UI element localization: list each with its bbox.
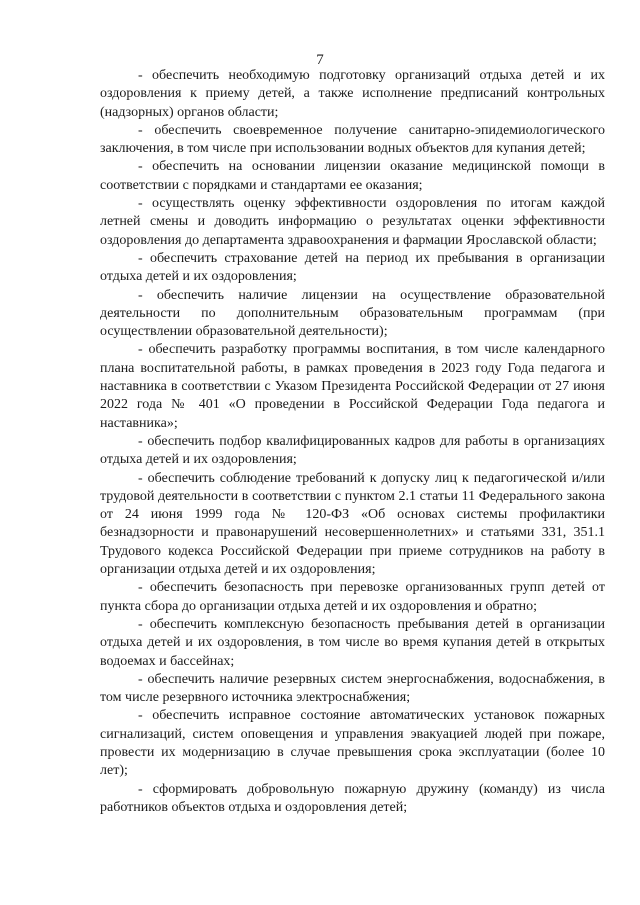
paragraph: - обеспечить подбор квалифицированных кадров для работы в организациях отдыха детей и их оздоровления; bbox=[100, 433, 605, 468]
paragraph: - обеспечить наличие резервных систем энергоснабжения, водоснабжения, в том числе резервного источника электроснабжения; bbox=[100, 671, 605, 706]
paragraph: - обеспечить безопасность при перевозке организованных групп детей от пункта сбора до организации отдыха детей и их оздоровления и обратно; bbox=[100, 580, 605, 614]
paragraph: - обеспечить исправное состояние автоматических установок пожарных сигнализаций, систем оповещения и управления эвакуацией людей при пожаре, провести их модернизацию в случае превышения срока эксплуатации (более 10 лет); bbox=[100, 708, 605, 779]
paragraph: - осуществлять оценку эффективности оздоровления по итогам каждой летней смены и доводить информацию о результатах оценки эффективности оздоровления до департамента здравоохранения и фармации Ярославской области; bbox=[100, 196, 605, 248]
document-body bbox=[100, 67, 605, 817]
paragraph: - обеспечить наличие лицензии на осуществление образовательной деятельности по дополнительным образовательным программам (при осуществлении образовательной деятельности); bbox=[100, 287, 605, 340]
paragraph: - обеспечить на основании лицензии оказание медицинской помощи в соответствии с порядками и стандартами ее оказания; bbox=[100, 159, 605, 193]
paragraph: - обеспечить своевременное получение санитарно-эпидемиологического заключения, в том числе при использовании водных объектов для купания детей; bbox=[100, 122, 605, 157]
page-number: 7 bbox=[316, 52, 324, 68]
paragraph: - обеспечить необходимую подготовку организаций отдыха детей и их оздоровления к приему детей, а также исполнение предписаний контрольных (надзорных) органов области; bbox=[100, 68, 605, 120]
paragraph: - сформировать добровольную пожарную дружину (команду) из числа работников объектов отдыха и оздоровления детей; bbox=[100, 781, 605, 815]
paragraph: - обеспечить страхование детей на период их пребывания в организации отдыха детей и их оздоровления; bbox=[100, 250, 605, 285]
paragraph: - обеспечить комплексную безопасность пребывания детей в организации отдыха детей и их оздоровления, в том числе во время купания детей в открытых водоемах и бассейнах; bbox=[100, 616, 605, 669]
paragraph: - обеспечить соблюдение требований к допуску лиц к педагогической и/или трудовой деятельности в соответствии с пунктом 2.1 статьи 11 Федерального закона от 24 июня 1999 года № 120-ФЗ «Об основах системы профилактики безнадзорности и правонарушений несовершеннолетних» и статьями 331, 351.1 Трудового кодекса Российской Федерации при приеме сотрудников на работу в организации отдыха детей и их оздоровления; bbox=[100, 470, 605, 578]
paragraph: - обеспечить разработку программы воспитания, в том числе календарного плана воспитательной работы, в рамках проведения в 2023 году Года педагога и наставника в соответствии с Указом Президента Российской Федерации от 27 июня 2022 года № 401 «О проведении в Российской Федерации Года педагога и наставника»; bbox=[100, 342, 605, 431]
